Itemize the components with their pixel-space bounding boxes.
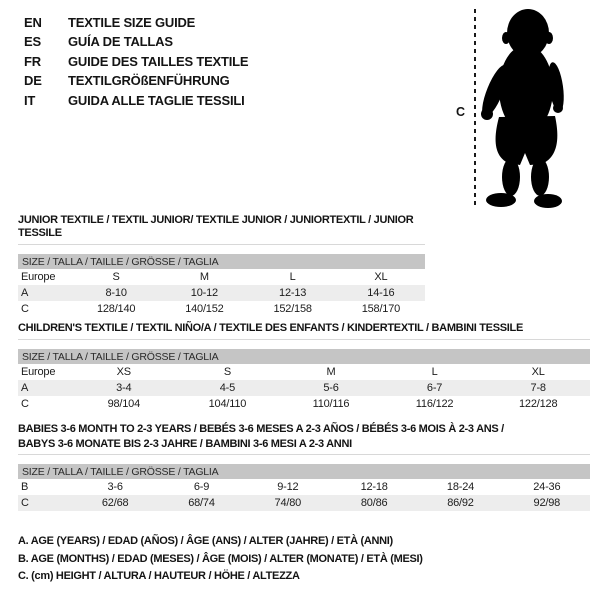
- row-label: C: [21, 303, 29, 315]
- table-row: [18, 479, 590, 495]
- table-header-row: [18, 254, 425, 269]
- table-cell: 80/86: [360, 497, 388, 509]
- language-code: ES: [24, 34, 41, 50]
- table-cell: 18-24: [446, 481, 475, 493]
- table-cell: 3-6: [107, 481, 123, 493]
- table-cell: 7-8: [530, 382, 546, 394]
- table-header-row: [18, 349, 590, 364]
- table-cell: 116/122: [415, 398, 454, 410]
- row-label: Europe: [21, 271, 56, 283]
- table-cell: XL: [531, 366, 545, 378]
- table-cell: 14-16: [367, 287, 395, 299]
- table-row: [18, 396, 590, 412]
- babies-size-table-section: [18, 422, 590, 511]
- table-cell: M: [199, 271, 209, 283]
- language-title: GUIDE DES TAILLES TEXTILE: [68, 53, 249, 69]
- table-cell: 68/74: [188, 497, 215, 509]
- height-dotted-line: [474, 9, 476, 209]
- baby-height-figure: [450, 5, 600, 215]
- table-cell: 3-4: [116, 382, 132, 394]
- junior-size-table: [18, 254, 425, 317]
- table-cell: 8-10: [105, 287, 127, 299]
- table-title: JUNIOR TEXTILE / TEXTIL JUNIOR/ TEXTILE JUNIOR / JUNIORTEXTIL / JUNIOR TESSILE: [18, 214, 414, 239]
- table-cell: 86/92: [447, 497, 474, 509]
- language-code: FR: [24, 53, 41, 69]
- language-row: [24, 52, 248, 71]
- table-cell: 5-6: [323, 382, 339, 394]
- table-cell: XL: [374, 271, 388, 283]
- table-cell: 9-12: [277, 481, 299, 493]
- language-row: [24, 91, 248, 110]
- table-cell: 12-13: [279, 287, 307, 299]
- table-title: CHILDREN'S TEXTILE / TEXTIL NIÑO/A / TEXTILE DES ENFANTS / KINDERTEXTIL / BAMBINI TESSILE: [18, 322, 523, 334]
- row-label: A: [21, 287, 29, 299]
- divider-rule: [18, 454, 590, 455]
- children-size-table-section: [18, 322, 590, 412]
- table-cell: 10-12: [190, 287, 218, 299]
- table-cell: 12-18: [360, 481, 388, 493]
- language-code: EN: [24, 15, 42, 30]
- language-row: [24, 13, 248, 32]
- children-size-table: [18, 349, 590, 412]
- table-cell: 62/68: [101, 497, 129, 509]
- table-cell: 6-7: [426, 382, 443, 394]
- table-cell: M: [326, 366, 336, 378]
- table-cell: 4-5: [219, 382, 236, 394]
- table-title-line2: BABYS 3-6 MONATE BIS 2-3 JAHRE / BAMBINI 3-6 MESI A 2-3 ANNI: [18, 438, 352, 450]
- legend-line-b: B. AGE (MONTHS) / EDAD (MESES) / ÂGE (MOIS) / ALTER (MONATE) / ETÀ (MESI): [18, 552, 423, 565]
- measurement-legend: [18, 533, 423, 586]
- table-cell: 98/104: [107, 398, 141, 410]
- legend-line-a: A. AGE (YEARS) / EDAD (AÑOS) / ÂGE (ANS) / ALTER (JAHRE) / ETÀ (ANNI): [18, 535, 393, 547]
- table-row: [18, 364, 590, 380]
- table-row: [18, 495, 590, 511]
- row-label: C: [21, 398, 29, 410]
- language-title: TEXTILGRÖßENFÜHRUNG: [68, 73, 230, 89]
- table-cell: L: [431, 366, 438, 378]
- row-label: Europe: [21, 366, 56, 378]
- table-row: [18, 285, 425, 301]
- language-code: DE: [24, 73, 42, 89]
- table-cell: S: [112, 271, 120, 283]
- height-measure-label: C: [456, 105, 466, 119]
- size-header-bar: SIZE / TALLA / TAILLE / GRÖSSE / TAGLIA: [18, 254, 425, 269]
- table-cell: 122/128: [519, 398, 558, 410]
- table-title: [18, 422, 590, 452]
- language-title: GUÍA DE TALLAS: [68, 34, 173, 50]
- table-row: [18, 301, 425, 317]
- junior-size-table-section: [18, 214, 425, 317]
- table-cell: 24-36: [533, 481, 561, 493]
- table-cell: 74/80: [274, 497, 302, 509]
- table-row: [18, 380, 590, 396]
- size-header-bar: SIZE / TALLA / TAILLE / GRÖSSE / TAGLIA: [18, 464, 590, 479]
- divider-rule: [18, 339, 590, 340]
- row-label: A: [21, 382, 29, 394]
- legend-line-c: C. (cm) HEIGHT / ALTURA / HAUTEUR / HÖHE / ALTEZZA: [18, 570, 300, 582]
- language-title: GUIDA ALLE TAGLIE TESSILI: [68, 92, 245, 108]
- table-cell: L: [289, 271, 296, 283]
- table-cell: 110/116: [312, 398, 350, 410]
- language-title-list: [24, 13, 248, 110]
- table-title-line1: BABIES 3-6 MONTH TO 2-3 YEARS / BEBÉS 3-6 MESES A 2-3 AÑOS / BÉBÉS 3-6 MOIS À 2-3 ANS /: [18, 423, 504, 435]
- language-row: [24, 71, 248, 90]
- table-cell: XS: [116, 366, 131, 378]
- babies-size-table: [18, 464, 590, 511]
- language-title: TEXTILE SIZE GUIDE: [68, 15, 196, 30]
- baby-silhouette-icon: [478, 7, 574, 209]
- table-cell: 158/170: [361, 303, 401, 315]
- size-header-bar: SIZE / TALLA / TAILLE / GRÖSSE / TAGLIA: [18, 349, 590, 364]
- table-header-row: [18, 464, 590, 479]
- row-label: C: [21, 497, 29, 509]
- table-row: [18, 269, 425, 285]
- table-cell: 152/158: [273, 303, 312, 315]
- table-cell: 92/98: [533, 497, 561, 509]
- language-code: IT: [24, 92, 36, 108]
- language-row: [24, 32, 248, 51]
- divider-rule: [18, 244, 425, 245]
- row-label: B: [21, 481, 29, 493]
- table-cell: S: [223, 366, 231, 378]
- table-cell: 6-9: [193, 481, 210, 493]
- table-cell: 140/152: [185, 303, 224, 315]
- table-cell: 104/110: [208, 398, 247, 410]
- table-cell: 128/140: [96, 303, 136, 315]
